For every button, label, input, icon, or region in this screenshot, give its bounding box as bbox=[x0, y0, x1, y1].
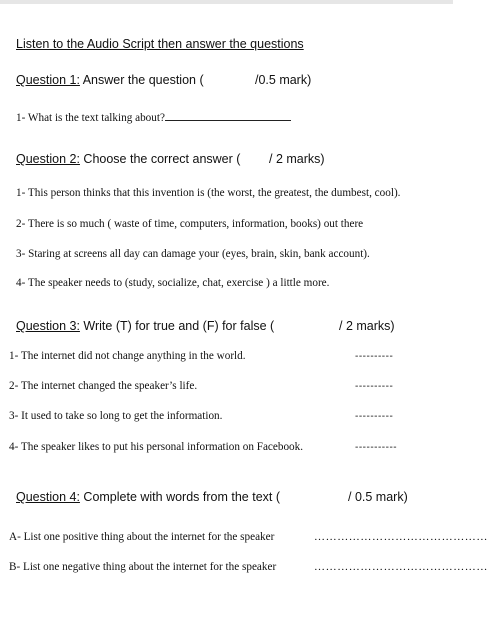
question-2-item: 4- The speaker needs to (study, socialize, chat, exercise ) a little more. bbox=[16, 277, 330, 289]
question-4-item: A- List one positive thing about the internet for the speaker bbox=[9, 531, 275, 543]
answer-line[interactable] bbox=[165, 110, 291, 121]
question-3-heading bbox=[16, 319, 274, 333]
true-false-blank[interactable]: ---------- bbox=[355, 351, 394, 362]
question-1-title: Answer the question ( bbox=[79, 73, 204, 87]
question-3-label: Question 3: bbox=[16, 319, 80, 333]
true-false-blank[interactable]: ---------- bbox=[355, 381, 394, 392]
question-3-item: 3- It used to take so long to get the information. bbox=[9, 410, 223, 422]
question-1-heading bbox=[16, 73, 204, 87]
question-2-heading bbox=[16, 152, 240, 166]
question-1-item bbox=[16, 110, 291, 124]
question-4-marks: / 0.5 mark) bbox=[348, 490, 408, 504]
question-2-marks: / 2 marks) bbox=[269, 152, 325, 166]
question-1-label: Question 1: bbox=[16, 73, 80, 87]
question-4-title: Complete with words from the text ( bbox=[79, 490, 281, 504]
fill-in-dots[interactable]: ……………………………………… bbox=[314, 531, 488, 543]
true-false-blank[interactable]: ----------- bbox=[355, 442, 398, 453]
question-2-item: 2- There is so much ( waste of time, computers, information, books) out there bbox=[16, 218, 364, 230]
question-4-heading bbox=[16, 490, 280, 504]
question-3-item: 4- The speaker likes to put his personal information on Facebook. bbox=[9, 441, 304, 453]
question-2-label: Question 2: bbox=[16, 152, 80, 166]
question-4-label: Question 4: bbox=[16, 490, 80, 504]
question-3-item: 2- The internet changed the speaker’s life. bbox=[9, 380, 198, 392]
question-4-item: B- List one negative thing about the internet for the speaker bbox=[9, 561, 277, 573]
instructions-heading: Listen to the Audio Script then answer the questions bbox=[16, 37, 304, 51]
question-1-text: 1- What is the text talking about? bbox=[16, 112, 165, 124]
question-2-title: Choose the correct answer ( bbox=[79, 152, 241, 166]
fill-in-dots[interactable]: ……………………………………… bbox=[314, 561, 488, 573]
question-1-marks: /0.5 mark) bbox=[255, 73, 312, 87]
question-2-item: 1- This person thinks that this invention is (the worst, the greatest, the dumbest, cool). bbox=[16, 187, 401, 199]
question-2-item: 3- Staring at screens all day can damage your (eyes, brain, skin, bank account). bbox=[16, 248, 370, 260]
question-3-item: 1- The internet did not change anything in the world. bbox=[9, 350, 246, 362]
true-false-blank[interactable]: ---------- bbox=[355, 411, 394, 422]
question-3-title: Write (T) for true and (F) for false ( bbox=[79, 319, 275, 333]
page-top-edge bbox=[0, 0, 453, 4]
question-3-marks: / 2 marks) bbox=[339, 319, 395, 333]
